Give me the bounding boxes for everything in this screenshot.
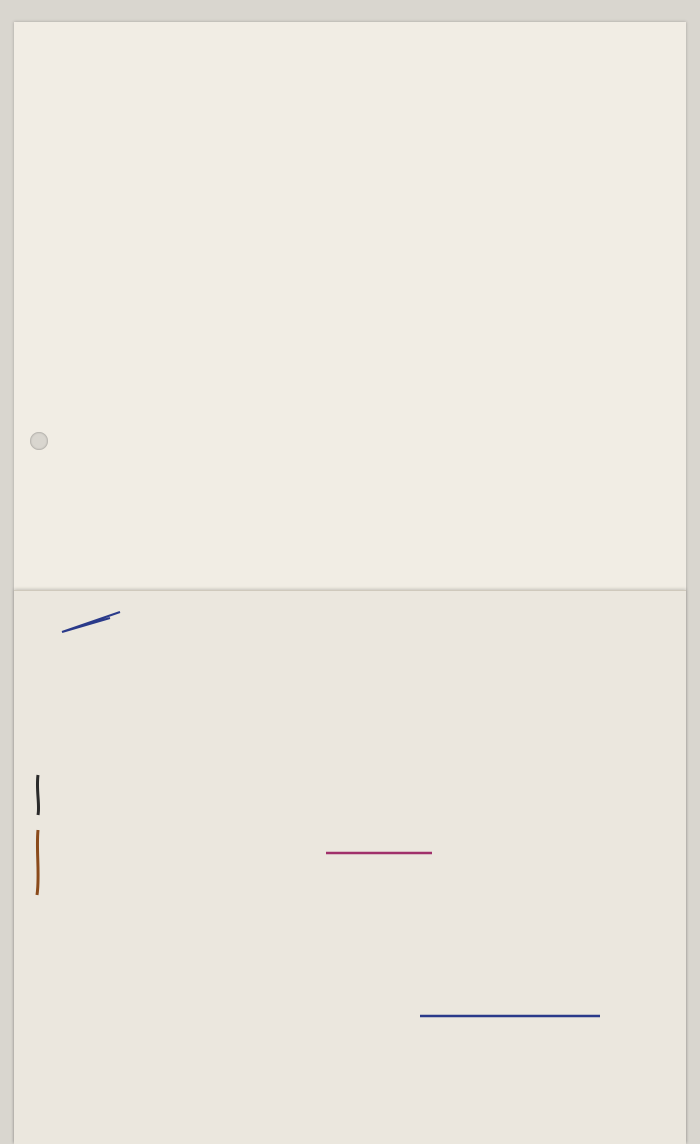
margin-bracket-brown: [37, 830, 38, 895]
margin-bracket-black: [37, 775, 38, 815]
check-mark: [62, 612, 120, 632]
